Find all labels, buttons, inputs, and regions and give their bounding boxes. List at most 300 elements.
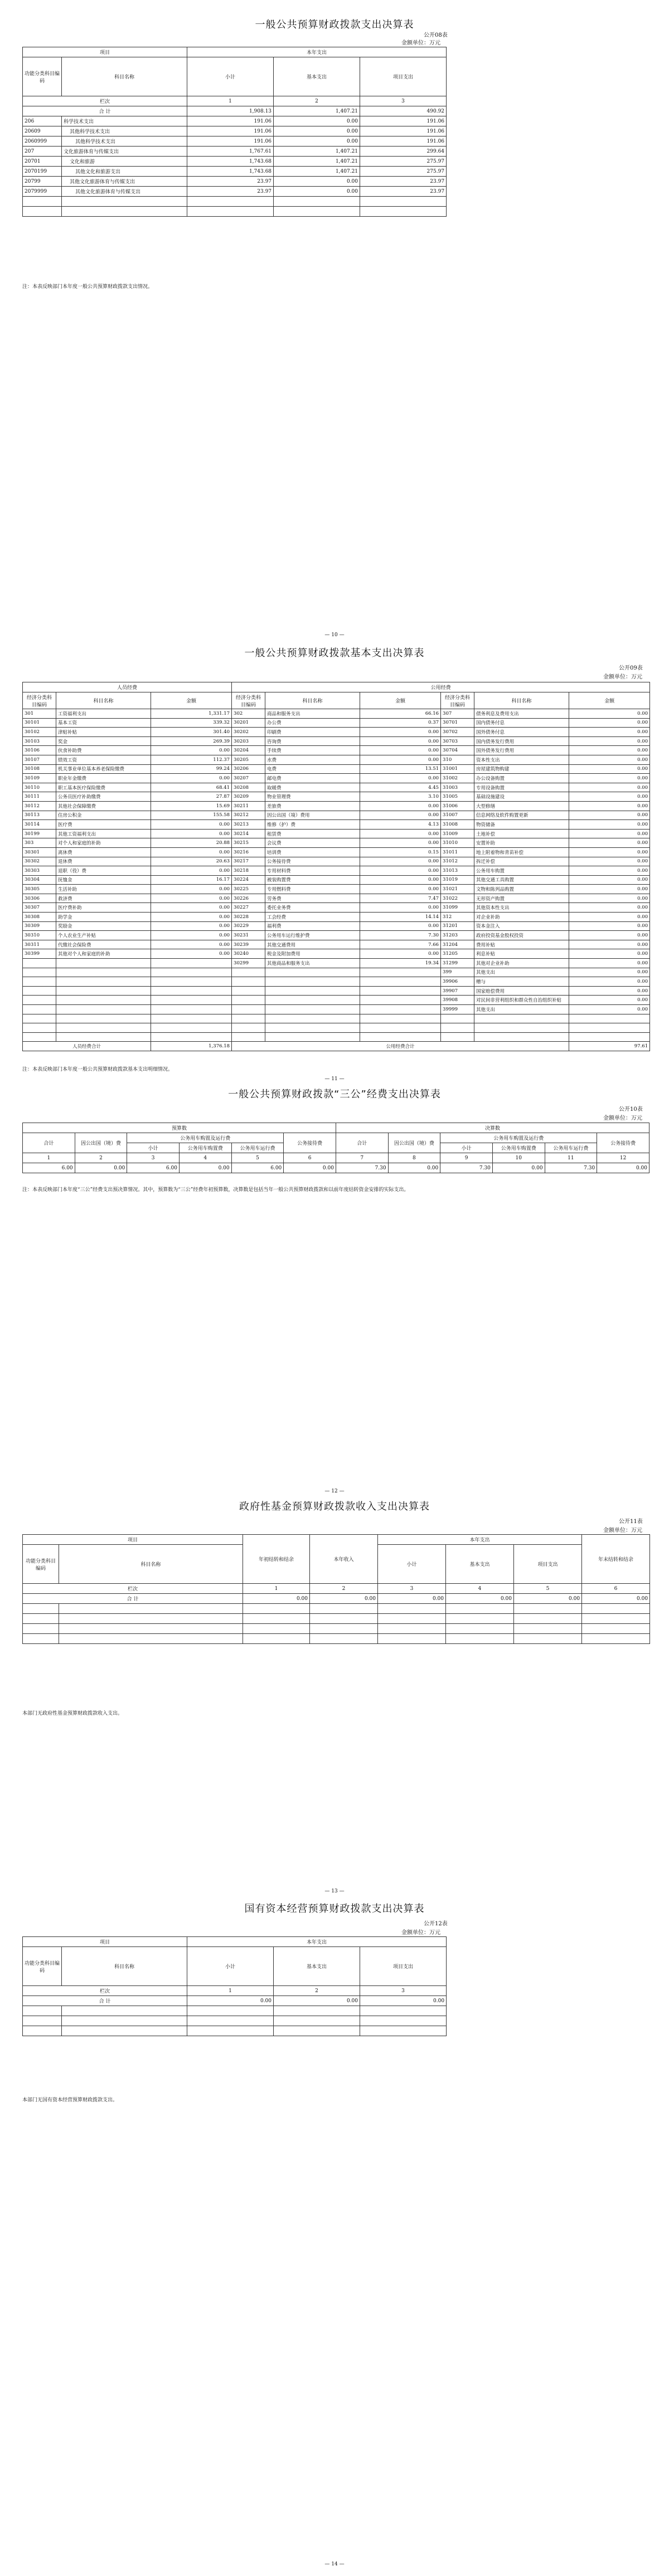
- amount: 0.00: [151, 903, 232, 913]
- p3-h-sub: 小计: [127, 1143, 180, 1153]
- econ-code: 30307: [23, 903, 56, 913]
- p3-h-abroad: 因公出国（境）费: [75, 1133, 127, 1153]
- subject-name: [265, 1014, 360, 1023]
- amount: 4.13: [360, 820, 441, 830]
- amount: 0.00: [569, 829, 650, 838]
- p5-page-number: — 14 —: [324, 2562, 345, 2567]
- subject-name: 物业管理费: [265, 792, 360, 802]
- table-row: [23, 728, 650, 737]
- column-number: 8: [388, 1153, 440, 1163]
- amount: 0.00: [151, 931, 232, 940]
- p3-h-budget: 预算数: [23, 1123, 336, 1133]
- subject-name: 其他文化旅游体育与传媒支出: [62, 177, 187, 187]
- p3-h-car: 公务用车购置及运行费: [127, 1133, 284, 1143]
- subject-name: 其他支出: [474, 1005, 569, 1014]
- subject-code: 20701: [23, 157, 62, 167]
- p1-lc: 2: [274, 96, 360, 106]
- econ-code: 30109: [23, 774, 56, 783]
- total-value: 0.00: [514, 1594, 582, 1604]
- subject-name: 对民间非营利组织和群众性自治组织补贴: [474, 996, 569, 1005]
- subtotal: 23.97: [187, 177, 274, 187]
- p5-table: [22, 1936, 447, 2036]
- p1-lc: 3: [360, 96, 447, 106]
- subject-name: 商品和服务支出: [265, 709, 360, 719]
- table-row: [23, 718, 650, 728]
- econ-code: 307: [441, 709, 474, 719]
- amount: [151, 986, 232, 996]
- amount: 0.00: [569, 977, 650, 987]
- econ-code: [23, 1032, 56, 1042]
- econ-code: 30202: [232, 728, 265, 737]
- subtotal: 1,743.68: [187, 157, 274, 167]
- p2-h-code: 经济分类科目编码: [232, 692, 265, 709]
- p2-note: 注：本表反映部门本年度一般公共预算财政拨款基本支出明细情况。: [22, 1067, 173, 1072]
- p2-h-code: 经济分类科目编码: [441, 692, 474, 709]
- amount: 0.00: [151, 820, 232, 830]
- table-row: [23, 774, 650, 783]
- subject-name: 被装购置费: [265, 875, 360, 885]
- p2-h-name: 科目名称: [474, 692, 569, 709]
- subject-name: 手续费: [265, 746, 360, 755]
- amount: [151, 996, 232, 1005]
- subject-name: [56, 1023, 151, 1033]
- subject-name: 公务员医疗补助缴费: [56, 792, 151, 802]
- basic-expense: 0.00: [274, 177, 360, 187]
- econ-code: 30106: [23, 746, 56, 755]
- p4-h-income: 本年收入: [310, 1535, 378, 1584]
- subject-name: [56, 959, 151, 968]
- econ-code: 30215: [232, 838, 265, 848]
- econ-code: 30112: [23, 801, 56, 811]
- subject-name: [265, 977, 360, 987]
- table-row: [23, 968, 650, 977]
- subtotal: 1,767.61: [187, 147, 274, 157]
- column-number: 4: [179, 1153, 231, 1163]
- subject-name: 机关事业单位基本养老保险缴费: [56, 764, 151, 774]
- amount: 0.00: [569, 718, 650, 728]
- table-row: [23, 986, 650, 996]
- subject-name: 差旅费: [265, 801, 360, 811]
- amount: 7.30: [336, 1163, 388, 1173]
- econ-code: 31019: [441, 875, 474, 885]
- amount: [360, 986, 441, 996]
- subject-name: [56, 968, 151, 977]
- p1-table: [22, 47, 447, 217]
- table-row: [23, 792, 650, 802]
- econ-code: 31204: [441, 940, 474, 949]
- p4-h-name: 科目名称: [59, 1545, 243, 1584]
- p2-h-name: 科目名称: [265, 692, 360, 709]
- amount: 0.00: [360, 811, 441, 820]
- table-row: [23, 829, 650, 838]
- amount: 0.00: [151, 847, 232, 857]
- subject-name: [56, 986, 151, 996]
- subject-name: 办公费: [265, 718, 360, 728]
- basic-expense: 0.00: [274, 136, 360, 147]
- econ-code: 31205: [441, 949, 474, 959]
- p3-h-final: 决算数: [336, 1123, 649, 1133]
- column-number: 6: [582, 1584, 650, 1594]
- subject-code: 20799: [23, 177, 62, 187]
- p5-h-project: 项目支出: [360, 1947, 447, 1986]
- econ-code: 301: [23, 709, 56, 719]
- subject-name: 其他科学技术支出: [62, 126, 187, 136]
- table-row: [23, 157, 447, 167]
- amount: 0.00: [569, 959, 650, 968]
- econ-code: 30199: [23, 829, 56, 838]
- p5-lc: 1: [187, 1986, 274, 1996]
- econ-code: 30201: [232, 718, 265, 728]
- amount: 0.00: [284, 1163, 336, 1173]
- subject-name: 基础设施建设: [474, 792, 569, 802]
- amount: 0.00: [569, 820, 650, 830]
- subject-name: 医疗费补助: [56, 903, 151, 913]
- amount: 0.00: [569, 847, 650, 857]
- amount: 7.30: [440, 1163, 493, 1173]
- econ-code: [23, 977, 56, 987]
- subject-name: 土地补偿: [474, 829, 569, 838]
- p2-h-personnel: 人员经费: [23, 682, 232, 692]
- econ-code: 30208: [232, 783, 265, 792]
- subject-name: 国内债务付息: [474, 718, 569, 728]
- table-row: [23, 875, 650, 885]
- econ-code: 30239: [232, 940, 265, 949]
- p5-unit: 金额单位：万元: [401, 1930, 440, 1936]
- column-number: 2: [75, 1153, 127, 1163]
- project-expense: 23.97: [360, 187, 447, 197]
- p2-h-code: 经济分类科目编码: [23, 692, 56, 709]
- econ-code: 30217: [232, 857, 265, 866]
- amount: 14.14: [360, 913, 441, 922]
- econ-code: 30306: [23, 894, 56, 903]
- amount: 0.37: [360, 718, 441, 728]
- econ-code: 30309: [23, 921, 56, 931]
- subtotal: 191.06: [187, 136, 274, 147]
- subject-name: 其他支出: [474, 968, 569, 977]
- amount: 0.00: [569, 885, 650, 894]
- subject-name: 电费: [265, 764, 360, 774]
- p3-h-abroad: 因公出国（境）费: [388, 1133, 440, 1153]
- subject-name: 奖金: [56, 736, 151, 746]
- total-value: 0.00: [582, 1594, 650, 1604]
- subject-name: 其他工资福利支出: [56, 829, 151, 838]
- p1-lc: 1: [187, 96, 274, 106]
- amount: 0.00: [569, 792, 650, 802]
- amount: 0.00: [360, 903, 441, 913]
- subject-name: [474, 1014, 569, 1023]
- econ-code: 30110: [23, 783, 56, 792]
- econ-code: 30216: [232, 847, 265, 857]
- amount: 0.00: [360, 885, 441, 894]
- subject-name: 退职（役）费: [56, 866, 151, 876]
- p1-h-current: 本年支出: [187, 47, 447, 57]
- amount: 0.00: [360, 774, 441, 783]
- amount: 0.00: [569, 857, 650, 866]
- econ-code: 31011: [441, 847, 474, 857]
- table-row: [23, 977, 650, 987]
- amount: 0.00: [569, 811, 650, 820]
- subject-name: 文化旅游体育与传媒支出: [62, 147, 187, 157]
- subject-name: [56, 977, 151, 987]
- column-number: 6: [284, 1153, 336, 1163]
- subject-name: 救济费: [56, 894, 151, 903]
- subject-name: 抚恤金: [56, 875, 151, 885]
- p5-total-label: 合 计: [23, 1996, 187, 2006]
- column-number: 1: [23, 1153, 75, 1163]
- subject-name: 其他对个人和家庭的补助: [56, 949, 151, 959]
- column-number: 5: [514, 1584, 582, 1594]
- subject-name: 其他科学技术支出: [62, 136, 187, 147]
- p3-h-purchase: 公务用车购置费: [492, 1143, 545, 1153]
- p5-tag: 公开12表: [424, 1921, 448, 1927]
- subject-name: 咨询费: [265, 736, 360, 746]
- basic-expense: 0.00: [274, 126, 360, 136]
- econ-code: 30304: [23, 875, 56, 885]
- subject-name: 信息网络及软件购置更新: [474, 811, 569, 820]
- p3-h-purchase: 公务用车购置费: [179, 1143, 231, 1153]
- amount: 0.00: [569, 940, 650, 949]
- p4-h-sub: 小计: [378, 1545, 446, 1584]
- p5-lc: 2: [274, 1986, 360, 1996]
- basic-expense: 0.00: [274, 187, 360, 197]
- amount: [360, 977, 441, 987]
- econ-code: 39999: [441, 1005, 474, 1014]
- amount: 0.00: [179, 1163, 231, 1173]
- p5-h-item: 项目: [23, 1937, 187, 1947]
- amount: 7.47: [360, 894, 441, 903]
- amount: 0.00: [75, 1163, 127, 1173]
- table-row: [23, 1014, 650, 1023]
- econ-code: 399: [441, 968, 474, 977]
- amount: [151, 1023, 232, 1033]
- amount: 0.00: [360, 728, 441, 737]
- subject-name: 培训费: [265, 847, 360, 857]
- amount: 0.00: [569, 774, 650, 783]
- amount: 0.00: [569, 746, 650, 755]
- econ-code: 30224: [232, 875, 265, 885]
- econ-code: 31006: [441, 801, 474, 811]
- subject-name: 国家赔偿费用: [474, 986, 569, 996]
- column-number: 7: [336, 1153, 388, 1163]
- econ-code: [23, 1014, 56, 1023]
- econ-code: 30111: [23, 792, 56, 802]
- subject-name: [265, 996, 360, 1005]
- amount: 16.17: [151, 875, 232, 885]
- econ-code: 30214: [232, 829, 265, 838]
- econ-code: 30206: [232, 764, 265, 774]
- econ-code: 31099: [441, 903, 474, 913]
- p1-title: 一般公共预算财政拨款支出决算表: [255, 19, 414, 31]
- p3-h-reception: 公务接待费: [597, 1133, 649, 1153]
- p5-note: 本部门无国有资本经营预算财政拨款支出。: [22, 2097, 118, 2103]
- p5-total: 0.00: [187, 1996, 274, 2006]
- subject-name: 费用补贴: [474, 940, 569, 949]
- subject-name: [265, 1005, 360, 1014]
- subject-name: 国外债务发行费用: [474, 746, 569, 755]
- table-row: [23, 996, 650, 1005]
- subject-name: 公务接待费: [265, 857, 360, 866]
- subject-name: 津贴补贴: [56, 728, 151, 737]
- p2-table: [22, 682, 650, 1051]
- econ-code: 312: [441, 913, 474, 922]
- column-number: 12: [597, 1153, 649, 1163]
- subject-name: 生活补助: [56, 885, 151, 894]
- p4-h-end: 年末结转和结余: [582, 1535, 650, 1584]
- subject-name: 政府投资基金股权投资: [474, 931, 569, 940]
- amount: 0.00: [569, 875, 650, 885]
- amount: 0.00: [151, 829, 232, 838]
- amount: 0.00: [360, 746, 441, 755]
- econ-code: 30704: [441, 746, 474, 755]
- p4-h-project: 项目支出: [514, 1545, 582, 1584]
- econ-code: 30226: [232, 894, 265, 903]
- table-row: [23, 126, 447, 136]
- econ-code: 30103: [23, 736, 56, 746]
- p4-page-number: — 13 —: [324, 1889, 345, 1894]
- amount: 0.00: [569, 968, 650, 977]
- amount: 0.15: [360, 847, 441, 857]
- subtotal: 191.06: [187, 126, 274, 136]
- subject-name: 租赁费: [265, 829, 360, 838]
- p2-personnel-total-label: 人员经费合计: [23, 1042, 151, 1051]
- project-expense: 191.06: [360, 136, 447, 147]
- amount: [360, 1032, 441, 1042]
- econ-code: 31002: [441, 774, 474, 783]
- amount: 0.00: [492, 1163, 545, 1173]
- p3-title: 一般公共预算财政拨款“三公”经费支出决算表: [228, 1089, 441, 1100]
- subject-name: 专用材料费: [265, 866, 360, 876]
- subject-name: 对企业补助: [474, 913, 569, 922]
- p4-h-carry: 年初结转和结余: [243, 1535, 310, 1584]
- econ-code: [23, 986, 56, 996]
- econ-code: 30701: [441, 718, 474, 728]
- amount: 0.00: [151, 746, 232, 755]
- p5-h-code: 功能分类科目编码: [23, 1947, 62, 1986]
- econ-code: 30301: [23, 847, 56, 857]
- amount: 0.00: [569, 996, 650, 1005]
- econ-code: [232, 968, 265, 977]
- amount: 0.00: [569, 838, 650, 848]
- p1-lc-label: 栏次: [23, 96, 187, 106]
- amount: 0.00: [569, 755, 650, 764]
- amount: 7.66: [360, 940, 441, 949]
- amount: [151, 1014, 232, 1023]
- table-row: [23, 136, 447, 147]
- amount: 20.63: [151, 857, 232, 866]
- econ-code: [232, 1032, 265, 1042]
- econ-code: 31203: [441, 931, 474, 940]
- econ-code: 310: [441, 755, 474, 764]
- amount: 0.00: [360, 875, 441, 885]
- subject-name: 邮电费: [265, 774, 360, 783]
- econ-code: 39907: [441, 986, 474, 996]
- amount: 0.00: [597, 1163, 649, 1173]
- amount: [151, 968, 232, 977]
- econ-code: 30209: [232, 792, 265, 802]
- subject-name: 物资储备: [474, 820, 569, 830]
- p4-tag: 公开11表: [619, 1519, 643, 1525]
- subtotal: 23.97: [187, 187, 274, 197]
- subtotal: 1,743.68: [187, 167, 274, 177]
- subject-name: 其他对企业补助: [474, 959, 569, 968]
- amount: 0.00: [151, 913, 232, 922]
- amount: 0.00: [569, 736, 650, 746]
- table-row: [23, 811, 650, 820]
- subject-name: 个人农业生产补贴: [56, 931, 151, 940]
- subject-name: [265, 1023, 360, 1033]
- amount: 3.10: [360, 792, 441, 802]
- econ-code: 30207: [232, 774, 265, 783]
- econ-code: 30310: [23, 931, 56, 940]
- econ-code: 30399: [23, 949, 56, 959]
- econ-code: [23, 959, 56, 968]
- column-number: 5: [231, 1153, 284, 1163]
- subject-name: 水费: [265, 755, 360, 764]
- amount: 0.00: [360, 921, 441, 931]
- p3-h-reception: 公务接待费: [284, 1133, 336, 1153]
- table-row: [23, 801, 650, 811]
- p1-total-label: 合 计: [23, 106, 187, 116]
- econ-code: 30231: [232, 931, 265, 940]
- subject-name: 助学金: [56, 913, 151, 922]
- econ-code: [23, 1023, 56, 1033]
- amount: [360, 1014, 441, 1023]
- table-row: [23, 1005, 650, 1014]
- econ-code: 303: [23, 838, 56, 848]
- subject-name: 国外债务付息: [474, 728, 569, 737]
- p2-title: 一般公共预算财政拨款基本支出决算表: [244, 647, 425, 659]
- table-row: [23, 746, 650, 755]
- econ-code: 31008: [441, 820, 474, 830]
- subject-name: 文化和旅游: [62, 157, 187, 167]
- subject-name: 公务用车运行维护费: [265, 931, 360, 940]
- amount: [569, 1014, 650, 1023]
- amount: 0.00: [569, 764, 650, 774]
- table-row: [23, 755, 650, 764]
- p2-page-number: — 11 —: [324, 1076, 345, 1082]
- econ-code: 30228: [232, 913, 265, 922]
- amount: 4.45: [360, 783, 441, 792]
- subject-name: [56, 996, 151, 1005]
- econ-code: 30107: [23, 755, 56, 764]
- econ-code: 30311: [23, 940, 56, 949]
- subject-name: 无形资产购置: [474, 894, 569, 903]
- subject-name: 代缴社会保险费: [56, 940, 151, 949]
- subject-name: 办公设备购置: [474, 774, 569, 783]
- p2-h-amount: 金额: [151, 692, 232, 709]
- econ-code: 30211: [232, 801, 265, 811]
- amount: 0.00: [360, 866, 441, 876]
- econ-code: 30302: [23, 857, 56, 866]
- subject-name: 劳务费: [265, 894, 360, 903]
- table-row: [23, 959, 650, 968]
- amount: 0.00: [360, 755, 441, 764]
- table-row: [23, 894, 650, 903]
- p2-tag: 公开09表: [619, 665, 643, 671]
- table-row: [23, 1023, 650, 1033]
- table-row: [23, 820, 650, 830]
- econ-code: 39908: [441, 996, 474, 1005]
- econ-code: 30227: [232, 903, 265, 913]
- project-expense: 191.06: [360, 116, 447, 126]
- econ-code: [232, 977, 265, 987]
- amount: 15.69: [151, 801, 232, 811]
- subject-name: 地上附着物和青苗补偿: [474, 847, 569, 857]
- subject-name: 其他商品和服务支出: [265, 959, 360, 968]
- subject-name: 拆迁补偿: [474, 857, 569, 866]
- table-row: [23, 931, 650, 940]
- p2-personnel-total: 1,376.18: [151, 1042, 232, 1051]
